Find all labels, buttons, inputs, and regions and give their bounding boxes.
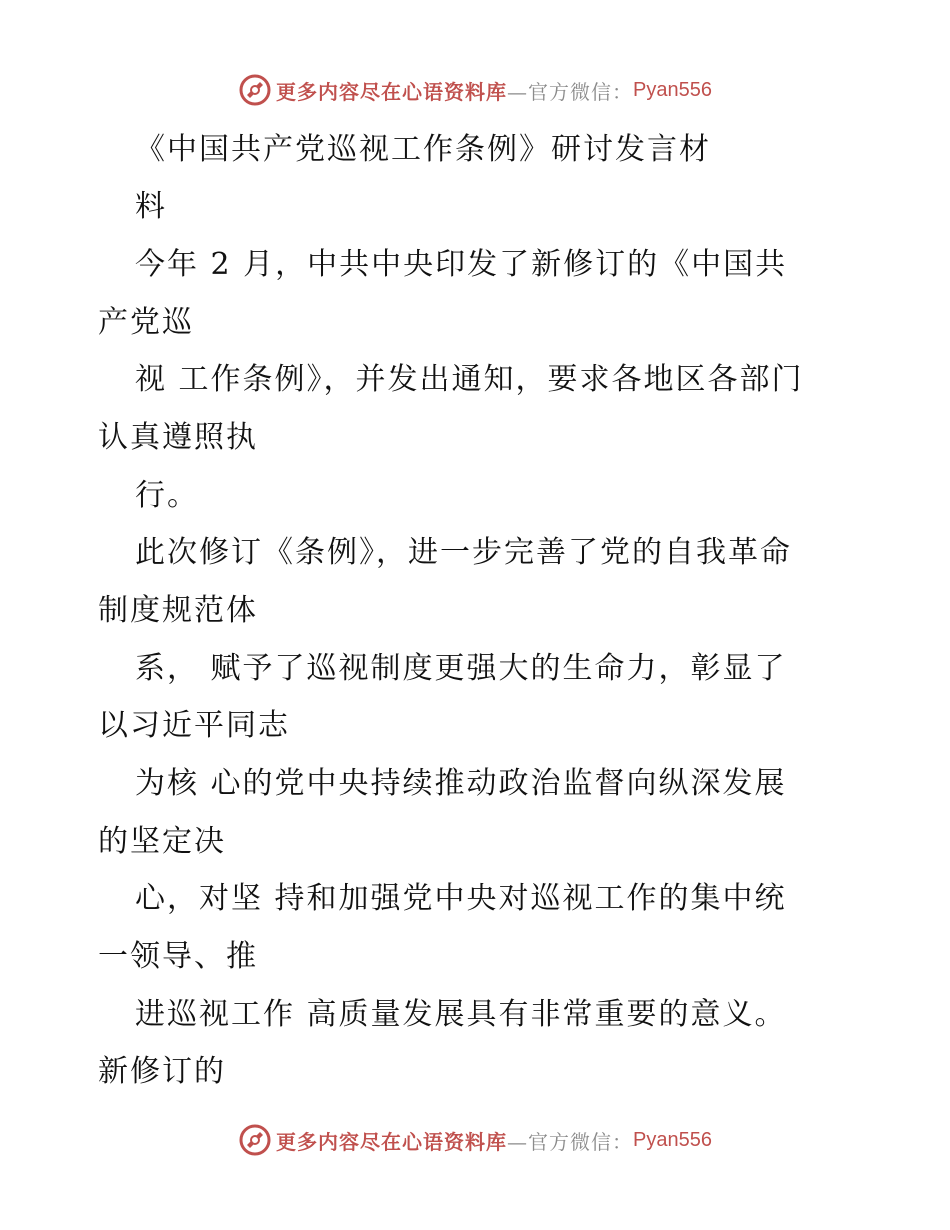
paragraph-line: 视 工作条例》，并发出通知，要求各地区各部门 [135,362,804,397]
logo-icon [238,73,272,107]
watermark-site-text: 更多内容尽在心语资料库 [276,1129,508,1154]
watermark-wechat-id: Pyan556 [633,1128,712,1151]
footer-watermark [0,1120,950,1160]
watermark-wechat-id: Pyan556 [633,78,712,101]
paragraph-line: 一领导、推 [98,939,258,974]
watermark-site-text: 更多内容尽在心语资料库 [276,79,508,104]
paragraph-line: 产党巡 [98,305,194,340]
paragraph-line: 行。 [135,478,199,513]
paragraph-line: 以习近平同志 [98,708,290,743]
paragraph-line: 心，对坚 持和加强党中央对巡视工作的集中统 [135,881,787,916]
watermark-label: —官方微信： [507,1129,634,1154]
paragraph-line: 的坚定决 [98,824,226,859]
document-title-line-2: 料 [135,189,167,224]
paragraph-line: 此次修订《条例》，进一步完善了党的自我革命 [135,535,792,570]
document-title-line-1: 《中国共产党巡视工作条例》研讨发言材 [135,132,711,167]
header-watermark [0,70,950,110]
logo-icon [238,1123,272,1157]
paragraph-line: 进巡视工作 高质量发展具有非常重要的意义。 [135,997,787,1032]
paragraph-line: 系， 赋予了巡视制度更强大的生命力，彰显了 [135,651,787,686]
paragraph-line: 制度规范体 [98,593,258,628]
watermark-label: —官方微信： [507,79,634,104]
paragraph-line: 为核 心的党中央持续推动政治监督向纵深发展 [135,766,787,801]
paragraph-line: 新修订的 [98,1054,226,1089]
paragraph-line: 今年 2 月，中共中央印发了新修订的《中国共 [135,247,788,282]
paragraph-line: 认真遵照执 [98,420,258,455]
